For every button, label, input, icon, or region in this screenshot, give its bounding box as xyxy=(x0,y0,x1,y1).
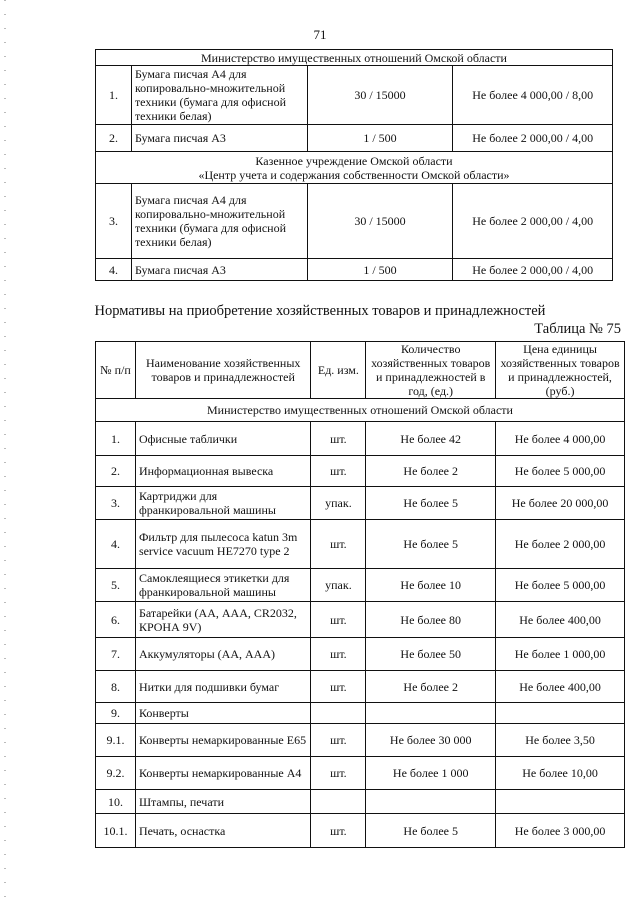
item-unit: шт. xyxy=(311,814,366,848)
item-quantity: Не более 5 xyxy=(366,487,496,520)
item-price: Не более 400,00 xyxy=(496,671,625,703)
row-number: 10.1. xyxy=(96,814,136,848)
item-unit: шт. xyxy=(311,422,366,456)
item-unit: шт. xyxy=(311,602,366,638)
item-name: Картриджи для франкировальной машины xyxy=(135,487,311,520)
section-header-institution xyxy=(96,152,613,184)
item-quantity xyxy=(366,790,496,814)
item-price xyxy=(496,703,625,724)
item-unit xyxy=(311,790,366,814)
item-quantity: Не более 2 xyxy=(366,671,496,703)
item-quantity xyxy=(366,703,496,724)
table-row xyxy=(96,703,625,724)
table-row xyxy=(96,259,613,281)
item-name: Информационная вывеска xyxy=(135,456,311,487)
item-quantity: Не более 2 xyxy=(366,456,496,487)
item-name: Нитки для подшивки бумаг xyxy=(135,671,311,703)
item-price xyxy=(496,790,625,814)
item-price: Не более 2 000,00 / 4,00 xyxy=(453,125,613,152)
header-quantity: Количество хозяйственных товаров и принадлежностей в год, (ед.) xyxy=(366,342,496,399)
table-row xyxy=(96,602,625,638)
header-name: Наименование хозяйственных товаров и принадлежностей xyxy=(135,342,311,399)
table-row xyxy=(96,638,625,671)
row-number: 3. xyxy=(96,184,132,259)
item-unit: упак. xyxy=(311,487,366,520)
row-number: 9.1. xyxy=(96,724,136,757)
table-row xyxy=(96,487,625,520)
section-header-ministry: Министерство имущественных отношений Омской области xyxy=(96,399,625,422)
item-unit xyxy=(311,703,366,724)
item-price: Не более 3,50 xyxy=(496,724,625,757)
row-number: 9. xyxy=(96,703,136,724)
item-unit: шт. xyxy=(311,456,366,487)
item-name: Конверты немаркированные А4 xyxy=(135,757,311,790)
item-name: Самоклеящиеся этикетки для франкировальной машины xyxy=(135,569,311,602)
row-number: 7. xyxy=(96,638,136,671)
item-price: Не более 1 000,00 xyxy=(496,638,625,671)
item-name: Конверты немаркированные Е65 xyxy=(135,724,311,757)
item-quantity: Не более 10 xyxy=(366,569,496,602)
table-row xyxy=(96,66,613,125)
item-unit: шт. xyxy=(311,638,366,671)
table-row xyxy=(96,790,625,814)
section-header-line: Казенное учреждение Омской области xyxy=(255,153,453,168)
row-number: 1. xyxy=(96,66,132,125)
item-price: Не более 400,00 xyxy=(496,602,625,638)
table-row xyxy=(96,671,625,703)
table-row xyxy=(96,814,625,848)
item-price: Не более 2 000,00 / 4,00 xyxy=(453,259,613,281)
item-name: Бумага писчая А3 xyxy=(131,125,307,152)
item-quantity: Не более 5 xyxy=(366,520,496,569)
row-number: 10. xyxy=(96,790,136,814)
item-quantity: Не более 80 xyxy=(366,602,496,638)
item-price: Не более 4 000,00 xyxy=(496,422,625,456)
item-price: Не более 2 000,00 / 4,00 xyxy=(453,184,613,259)
item-quantity: 1 / 500 xyxy=(307,259,453,281)
item-quantity: 30 / 15000 xyxy=(307,184,453,259)
item-name: Офисные таблички xyxy=(135,422,311,456)
item-quantity: Не более 50 xyxy=(366,638,496,671)
paper-norms-table xyxy=(95,49,613,281)
item-quantity: Не более 30 000 xyxy=(366,724,496,757)
item-quantity: Не более 5 xyxy=(366,814,496,848)
row-number: 5. xyxy=(96,569,136,602)
row-number: 3. xyxy=(96,487,136,520)
row-number: 1. xyxy=(96,422,136,456)
item-name: Фильтр для пылесоса katun 3m service vacuum НЕ7270 type 2 xyxy=(135,520,311,569)
scan-edge-marks xyxy=(4,0,6,905)
table-row xyxy=(96,399,625,422)
item-quantity: 30 / 15000 xyxy=(307,66,453,125)
item-unit: шт. xyxy=(311,520,366,569)
row-number: 9.2. xyxy=(96,757,136,790)
table-row xyxy=(96,456,625,487)
table-row xyxy=(96,724,625,757)
header-price: Цена единицы хозяйственных товаров и принадлежностей, (руб.) xyxy=(496,342,625,399)
table-row xyxy=(96,152,613,184)
item-name: Печать, оснастка xyxy=(135,814,311,848)
item-price: Не более 20 000,00 xyxy=(496,487,625,520)
item-name: Бумага писчая А4 для копировально-множительной техники (бумага для офисной техники белая) xyxy=(131,66,307,125)
item-price: Не более 10,00 xyxy=(496,757,625,790)
header-unit: Ед. изм. xyxy=(311,342,366,399)
page-number: 71 xyxy=(313,27,327,42)
row-number: 8. xyxy=(96,671,136,703)
item-unit: шт. xyxy=(311,757,366,790)
item-quantity: Не более 42 xyxy=(366,422,496,456)
row-number: 4. xyxy=(96,520,136,569)
household-goods-table xyxy=(95,341,625,848)
item-quantity: 1 / 500 xyxy=(307,125,453,152)
table-row xyxy=(96,50,613,66)
item-name: Аккумуляторы (АА, ААА) xyxy=(135,638,311,671)
row-number: 6. xyxy=(96,602,136,638)
item-unit: упак. xyxy=(311,569,366,602)
item-price: Не более 3 000,00 xyxy=(496,814,625,848)
header-number: № п/п xyxy=(96,342,136,399)
table-row xyxy=(96,422,625,456)
table-row xyxy=(96,520,625,569)
row-number: 2. xyxy=(96,456,136,487)
item-name: Штампы, печати xyxy=(135,790,311,814)
item-price: Не более 2 000,00 xyxy=(496,520,625,569)
item-name: Батарейки (АА, ААА, CR2032, КРОНА 9V) xyxy=(135,602,311,638)
table-row xyxy=(96,184,613,259)
item-name: Бумага писчая А4 для копировально-множительной техники (бумага для офисной техники белая) xyxy=(131,184,307,259)
row-number: 2. xyxy=(96,125,132,152)
table-header-row xyxy=(96,342,625,399)
section-header-line: «Центр учета и содержания собственности Омской области» xyxy=(198,167,510,182)
section-header-ministry: Министерство имущественных отношений Омской области xyxy=(96,50,613,66)
item-name: Конверты xyxy=(135,703,311,724)
item-price: Не более 5 000,00 xyxy=(496,569,625,602)
row-number: 4. xyxy=(96,259,132,281)
section-heading: Нормативы на приобретение хозяйственных товаров и принадлежностей xyxy=(94,303,546,319)
item-price: Не более 5 000,00 xyxy=(496,456,625,487)
table-number: Таблица № 75 xyxy=(534,321,621,337)
item-unit: шт. xyxy=(311,724,366,757)
table-row xyxy=(96,125,613,152)
item-unit: шт. xyxy=(311,671,366,703)
table-row xyxy=(96,569,625,602)
item-quantity: Не более 1 000 xyxy=(366,757,496,790)
item-price: Не более 4 000,00 / 8,00 xyxy=(453,66,613,125)
item-name: Бумага писчая А3 xyxy=(131,259,307,281)
table-row xyxy=(96,757,625,790)
